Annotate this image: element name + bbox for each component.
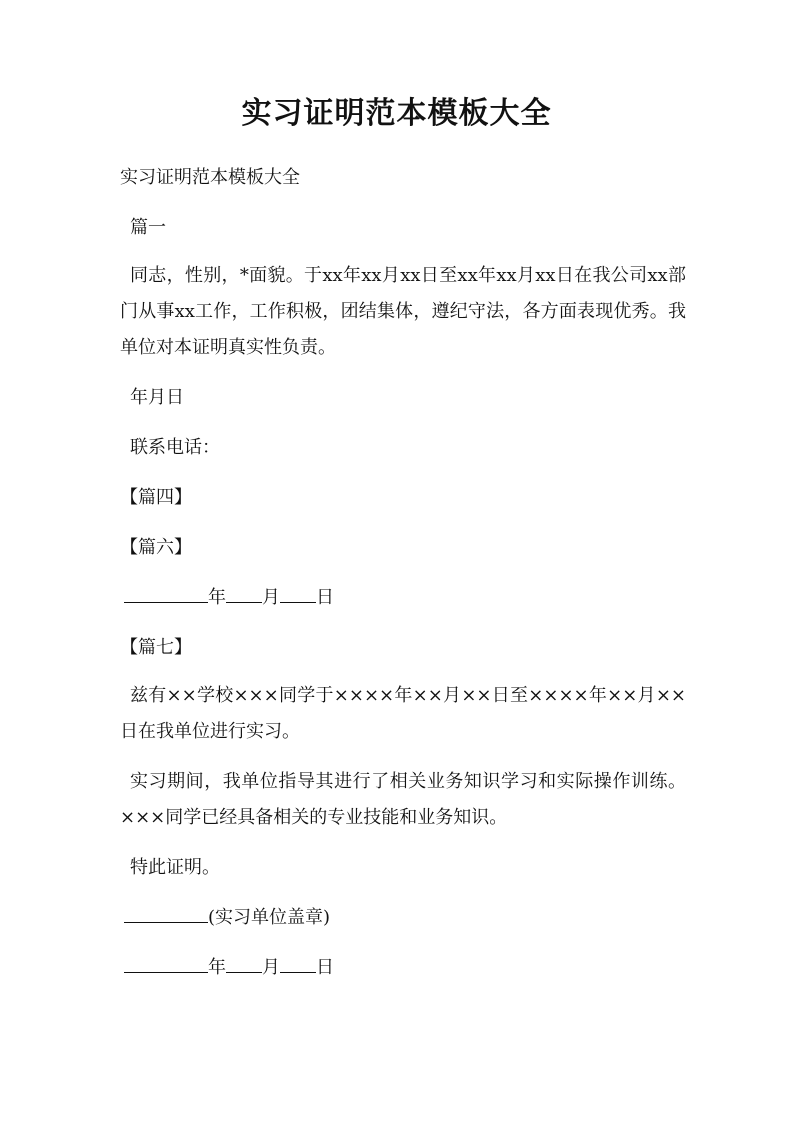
year-label: 年 <box>208 587 226 608</box>
month-label: 月 <box>262 587 280 608</box>
section-heading-4: 【篇四】 <box>120 487 192 508</box>
document-title: 实习证明范本模板大全 <box>241 96 552 131</box>
paragraph-1: 同志，性别，*面貌。于xx年xx月xx日至xx年xx月xx日在我公司xx部门从事xx工作，工作积极，团结集体，遵纪守法，各方面表现优秀。我单位对本证明真实性负责。 <box>120 265 686 358</box>
date-blank-line-2 <box>124 950 690 986</box>
stamp-line <box>124 900 690 936</box>
stamp-blank <box>124 902 208 923</box>
special-note: 特此证明。 <box>130 857 220 878</box>
section-heading-1: 篇一 <box>130 217 166 238</box>
section-heading-7: 【篇七】 <box>120 637 192 658</box>
paragraph-2: 兹有××学校×××同学于××××年××月××日至××××年××月××日在我单位进行实习。 <box>120 685 686 742</box>
section-heading-6: 【篇六】 <box>120 537 192 558</box>
date-blank-line-1 <box>124 580 690 616</box>
year-blank-2 <box>124 952 208 973</box>
day-label: 日 <box>316 587 334 608</box>
day-blank-2 <box>280 952 316 973</box>
year-blank <box>124 582 208 603</box>
month-blank-2 <box>226 952 262 973</box>
day-label-2: 日 <box>316 957 334 978</box>
stamp-label: (实习单位盖章) <box>208 907 331 928</box>
month-blank <box>226 582 262 603</box>
paragraph-3: 实习期间，我单位指导其进行了相关业务知识学习和实际操作训练。×××同学已经具备相关的专业技能和业务知识。 <box>120 771 686 828</box>
contact-line: 联系电话： <box>130 437 220 458</box>
day-blank <box>280 582 316 603</box>
year-label-2: 年 <box>208 957 226 978</box>
date-line-1: 年月日 <box>130 387 184 408</box>
document-subtitle: 实习证明范本模板大全 <box>120 167 300 188</box>
month-label-2: 月 <box>262 957 280 978</box>
